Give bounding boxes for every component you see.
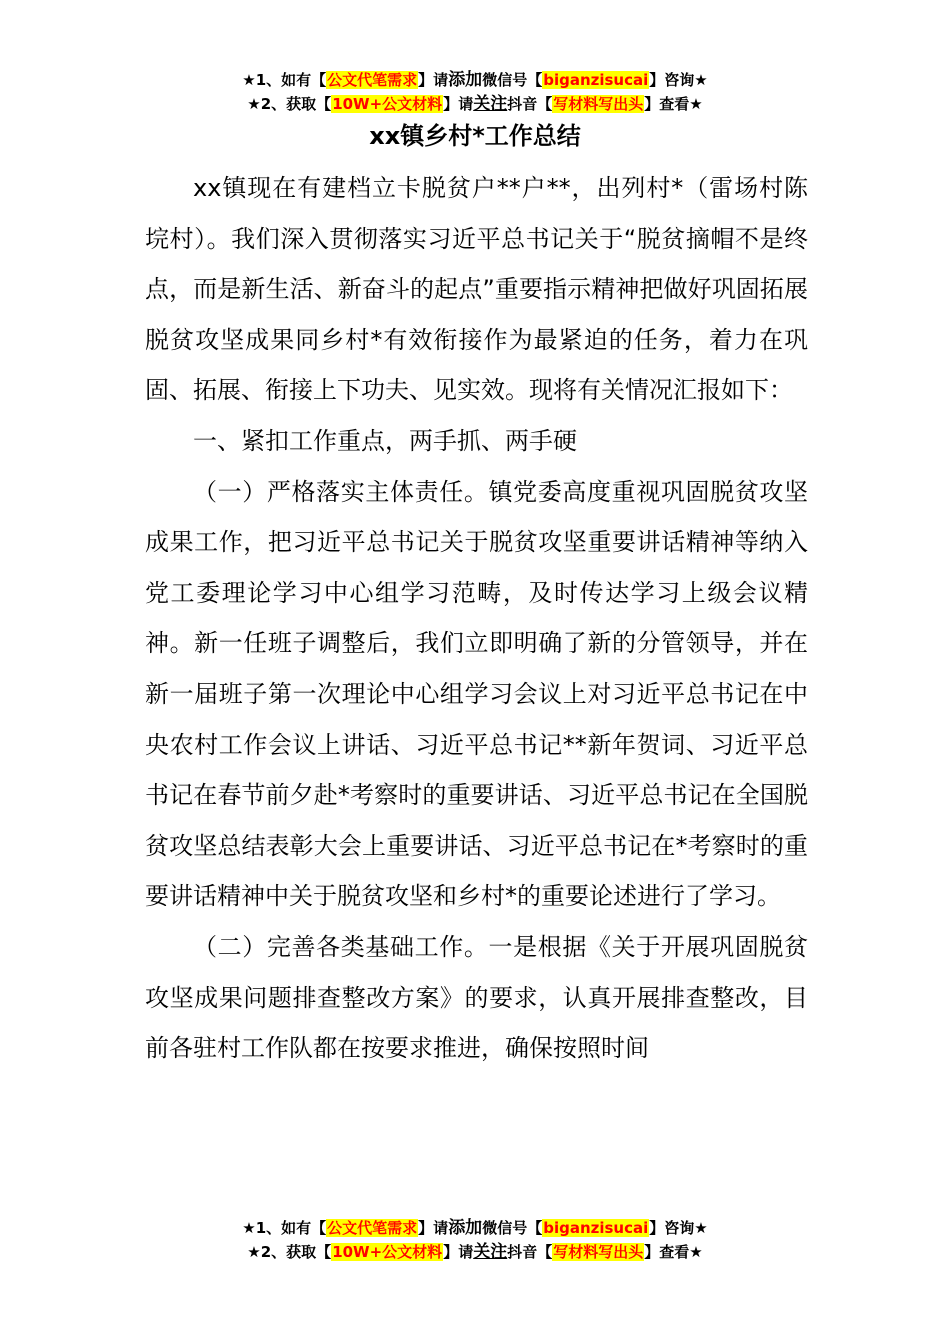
footer-promo [0, 1216, 950, 1264]
document-title: xx镇乡村*工作总结 [369, 122, 581, 150]
promo-highlight: 10W+公文材料 [332, 1243, 443, 1261]
promo-line-1: ★1、如有【公文代笔需求】请添加微信号【biganzisucai】咨询★ [242, 1218, 708, 1238]
promo-highlight: 公文代笔需求 [327, 1219, 418, 1237]
promo-douyin-id: 写材料写出头 [553, 1243, 644, 1261]
paragraph-intro: xx镇现在有建档立卡脱贫户**户**，出列村*（雷场村陈垸村）。我们深入贯彻落实习近平总书记关于“脱贫摘帽不是终点，而是新生活、新奋斗的起点”重要指示精神把做好巩固拓展脱贫攻坚成果同乡村*有效衔接作为最紧迫的任务，着力在巩固、拓展、衔接上下功夫、见实效。现将有关情况汇报如下： [145, 174, 808, 405]
promo-highlight: 10W+公文材料 [332, 95, 443, 113]
paragraph-subsection-1: （一）严格落实主体责任。镇党委高度重视巩固脱贫攻坚成果工作，把习近平总书记关于脱贫攻坚重要讲话精神等纳入党工委理论学习中心组学习范畴，及时传达学习上级会议精神。新一任班子调整后，我们立即明确了新的分管领导，并在新一届班子第一次理论中心组学习会议上对习近平总书记在中央农村工作会议上讲话、习近平总书记**新年贺词、习近平总书记在春节前夕赴*考察时的重要讲话、习近平总书记在全国脱贫攻坚总结表彰大会上重要讲话、习近平总书记在*考察时的重要讲话精神中关于脱贫攻坚和乡村*的重要论述进行了学习。 [145, 477, 808, 911]
promo-line-1: ★1、如有【公文代笔需求】请添加微信号【biganzisucai】咨询★ [242, 70, 708, 90]
promo-line-2: ★2、获取【10W+公文材料】请关注抖音【写材料写出头】查看★ [247, 94, 703, 114]
promo-highlight: 公文代笔需求 [327, 71, 418, 89]
promo-wechat-id: biganzisucai [543, 1219, 649, 1237]
document-body [145, 163, 808, 1074]
promo-douyin-id: 写材料写出头 [553, 95, 644, 113]
section-heading-1: 一、紧扣工作重点，两手抓、两手硬 [193, 426, 577, 455]
promo-wechat-id: biganzisucai [543, 71, 649, 89]
promo-line-2: ★2、获取【10W+公文材料】请关注抖音【写材料写出头】查看★ [247, 1242, 703, 1262]
paragraph-subsection-2: （二）完善各类基础工作。一是根据《关于开展巩固脱贫攻坚成果问题排查整改方案》的要求，认真开展排查整改，目前各驻村工作队都在按要求推进，确保按照时间 [145, 932, 808, 1063]
header-promo [0, 68, 950, 116]
